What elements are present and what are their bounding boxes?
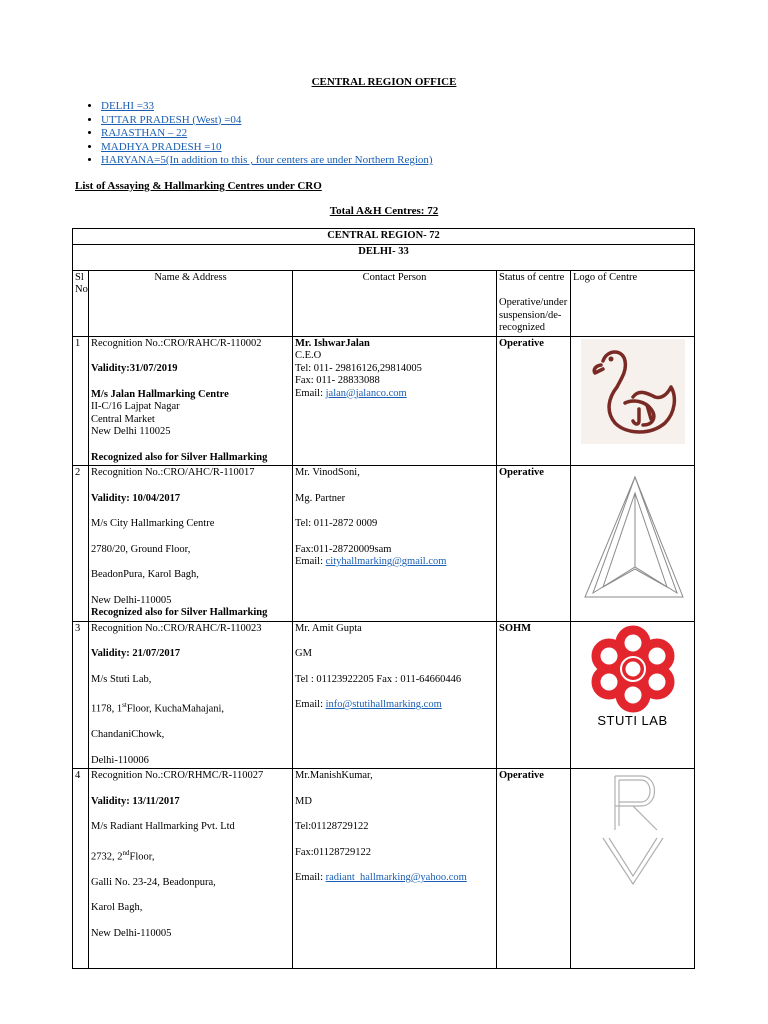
status-badge: Operative	[499, 467, 544, 478]
row-contact	[293, 621, 497, 769]
email-link[interactable]: info@stutihallmarking.com	[325, 699, 442, 710]
recognition-no: Recognition No.:CRO/AHC/R-110017	[91, 467, 255, 478]
address-line: Delhi-110006	[91, 754, 149, 766]
email-link[interactable]: cityhallmarking@gmail.com	[325, 556, 447, 567]
email-line	[295, 388, 494, 401]
telephone: Tel : 01123922205 Fax : 011-64660446	[295, 673, 462, 685]
address-line: ChandaniChowk,	[91, 729, 165, 740]
status-badge: SOHM	[499, 622, 532, 634]
address-line: New Delhi 110025	[91, 426, 171, 437]
logo-caption: STUTI LAB	[597, 712, 668, 728]
address-line: New Delhi-110005	[91, 594, 172, 606]
address-text: Floor, KuchaMahajani,	[126, 703, 225, 715]
region-heading: CENTRAL REGION- 72	[73, 229, 695, 245]
region-link-uttar-pradesh[interactable]: • UTTAR PRADESH (West) =04	[101, 114, 433, 128]
list-title: List of Assaying & Hallmarking Centres under CRO	[75, 180, 322, 192]
centre-name: M/s City Hallmarking Centre	[91, 518, 215, 529]
col-header-contact: Contact Person	[293, 270, 497, 336]
email-label: Email:	[295, 556, 326, 567]
ordinal-suffix: nd	[122, 848, 130, 857]
fax: Fax:011-28720009sam	[295, 543, 392, 555]
total-centres: Total A&H Centres: 72	[329, 205, 439, 217]
row-sl: 1	[73, 336, 89, 466]
silver-note: Recognized also for Silver Hallmarking	[91, 451, 268, 463]
telephone: Tel: 011-2872 0009	[295, 518, 378, 529]
page-title: CENTRAL REGION OFFICE	[311, 76, 457, 88]
state-heading	[73, 244, 695, 270]
address-line: BeadonPura, Karol Bagh,	[91, 569, 199, 580]
recognition-no: Recognition No.:CRO/RHMC/R-110027	[91, 770, 264, 781]
duck-logo-icon	[581, 339, 685, 444]
contact-person: Mr. VinodSoni,	[295, 467, 360, 478]
col-header-name: Name & Address	[89, 270, 293, 336]
recognition-no: Recognition No.:CRO/RAHC/R-110002	[91, 337, 262, 349]
address-line	[91, 847, 290, 864]
row-name-address	[89, 466, 293, 622]
email-label: Email:	[295, 699, 326, 710]
centres-table	[72, 228, 695, 969]
row-logo	[571, 769, 695, 969]
contact-person: Mr. Amit Gupta	[295, 622, 362, 634]
region-link-madhya-pradesh[interactable]: • MADHYA PRADESH =10	[101, 141, 433, 155]
status-badge: Operative	[499, 770, 544, 781]
state-heading-text: DELHI- 33	[358, 245, 409, 257]
row-status	[497, 621, 571, 769]
row-sl: 4	[73, 769, 89, 969]
row-sl: 3	[73, 621, 89, 769]
designation: C.E.O	[295, 350, 322, 361]
address-line	[91, 699, 290, 716]
designation: Mg. Partner	[295, 492, 346, 504]
email-line	[295, 872, 494, 885]
region-link-delhi[interactable]: • DELHI =33	[101, 100, 433, 114]
region-link-haryana[interactable]: • HARYANA=5(In addition to this , four centers are under Northern Region)	[101, 154, 433, 168]
address-line: Central Market	[91, 413, 155, 425]
row-logo	[571, 466, 695, 622]
email-line	[295, 699, 494, 712]
designation: GM	[295, 648, 312, 659]
row-logo	[571, 336, 695, 466]
centre-name: M/s Jalan Hallmarking Centre	[91, 388, 229, 400]
row-contact	[293, 336, 497, 466]
address-line: 2780/20, Ground Floor,	[91, 543, 191, 555]
col-header-status	[497, 270, 571, 336]
contact-person: Mr. IshwarJalan	[295, 337, 370, 349]
table-row	[73, 769, 695, 969]
row-status	[497, 466, 571, 622]
row-contact	[293, 769, 497, 969]
validity: Validity: 10/04/2017	[91, 492, 181, 504]
col-header-logo: Logo of Centre	[571, 270, 695, 336]
stuti-lab-logo-icon	[579, 625, 687, 713]
address-text: 1178, 1	[91, 703, 123, 715]
col-header-status-label: Status of centre	[499, 271, 565, 283]
row-name-address	[89, 621, 293, 769]
row-logo	[571, 621, 695, 769]
designation: MD	[295, 795, 312, 807]
contact-person: Mr.ManishKumar,	[295, 770, 373, 781]
address-line: Karol Bagh,	[91, 902, 143, 913]
validity: Validity:31/07/2019	[91, 363, 178, 374]
email-link[interactable]: jalan@jalanco.com	[325, 387, 407, 399]
row-name-address	[89, 336, 293, 466]
email-label: Email:	[295, 387, 326, 399]
centre-name: M/s Stuti Lab,	[91, 673, 152, 685]
row-status	[497, 336, 571, 466]
triangle-logo-icon	[577, 471, 689, 611]
email-line	[295, 556, 494, 569]
row-sl: 2	[73, 466, 89, 622]
address-line: New Delhi-110005	[91, 927, 172, 939]
silver-note: Recognized also for Silver Hallmarking	[91, 607, 268, 618]
status-badge: Operative	[499, 337, 544, 349]
region-link-rajasthan[interactable]: • RAJASTHAN – 22	[101, 127, 433, 141]
validity: Validity: 13/11/2017	[91, 795, 180, 807]
email-link[interactable]: radiant_hallmarking@yahoo.com	[325, 872, 467, 883]
table-row	[73, 621, 695, 769]
region-list	[88, 100, 433, 168]
telephone: Tel:01128729122	[295, 821, 369, 832]
fax: Fax: 011- 28833088	[295, 375, 380, 386]
col-header-status-note: Operative/under suspension/de-recognized	[499, 297, 568, 333]
fax: Fax:01128729122	[295, 846, 372, 858]
address-text: Floor,	[129, 851, 155, 862]
table-row	[73, 466, 695, 622]
address-line: Galli No. 23-24, Beadonpura,	[91, 876, 216, 888]
row-status	[497, 769, 571, 969]
row-contact	[293, 466, 497, 622]
ordinal-suffix: st	[122, 701, 127, 709]
address-text: 2732, 2	[91, 851, 123, 862]
row-name-address	[89, 769, 293, 969]
table-row	[73, 336, 695, 466]
col-header-sl: Sl No	[73, 270, 89, 336]
validity: Validity: 21/07/2017	[91, 648, 181, 659]
email-label: Email:	[295, 872, 326, 883]
centre-name: M/s Radiant Hallmarking Pvt. Ltd	[91, 821, 235, 832]
address-line: II-C/16 Lajpat Nagar	[91, 401, 180, 412]
telephone: Tel: 011- 29816126,29814005	[295, 362, 422, 374]
rv-logo-icon	[593, 772, 673, 892]
recognition-no: Recognition No.:CRO/RAHC/R-110023	[91, 622, 262, 634]
